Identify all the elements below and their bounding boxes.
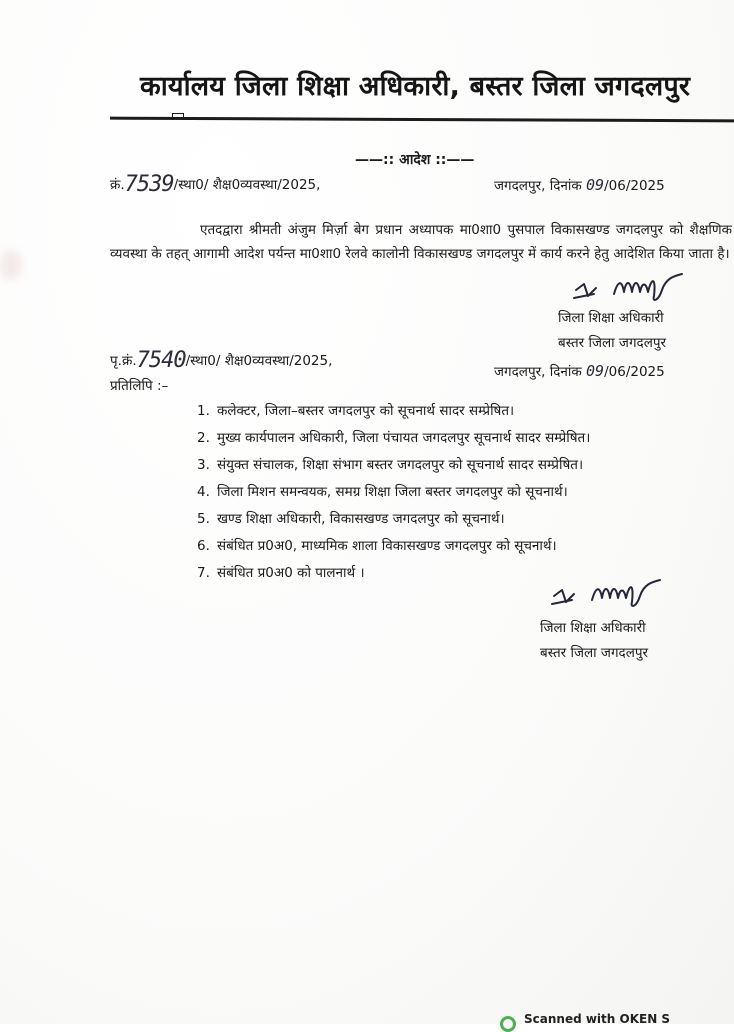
order-date-day: 09 [586, 176, 605, 194]
list-item: 7. संबंधित प्र0अ0 को पालनार्थ । [197, 565, 365, 581]
order-ref-suffix: /स्था0/ शैक्ष0व्यवस्था/2025, [173, 177, 321, 193]
scanner-watermark: Scanned with OKEN S [524, 1012, 671, 1026]
copy-date-prefix: जगदलपुर, दिनांक [494, 364, 582, 380]
scan-smudge [0, 250, 22, 280]
office-header: कार्यालय जिला शिक्षा अधिकारी, बस्तर जिला जगदलपुर [140, 71, 691, 102]
officer-signature-1 [570, 268, 700, 308]
order-signatory-place: बस्तर जिला जगदलपुर [558, 335, 667, 351]
order-ref-number: 7539 [124, 172, 174, 197]
copy-ref-suffix: /स्था0/ शैक्ष0व्यवस्था/2025, [185, 353, 333, 369]
order-date-prefix: जगदलपुर, दिनांक [494, 178, 582, 194]
header-rule [110, 117, 734, 123]
copy-date-day: 09 [586, 362, 605, 380]
order-date [494, 176, 665, 194]
copy-reference [110, 346, 332, 371]
scanner-logo-icon [500, 1016, 516, 1032]
order-body [110, 218, 732, 266]
order-heading: ——:: आदेश ::—— [355, 152, 475, 168]
officer-signature-2 [548, 574, 678, 614]
copy-signatory-place: बस्तर जिला जगदलपुर [540, 645, 649, 661]
copy-ref-number: 7540 [136, 348, 186, 373]
copy-recipient-list [197, 398, 590, 587]
list-item: 2. मुख्य कार्यपालन अधिकारी, जिला पंचायत जगदलपुर सूचनार्थ सादर सम्प्रेषित। [197, 430, 591, 446]
copy-signatory-title: जिला शिक्षा अधिकारी [540, 620, 646, 636]
copy-date [494, 362, 665, 380]
list-item: 4. जिला मिशन समन्वयक, समग्र शिक्षा जिला बस्तर जगदलपुर को सूचनार्थ। [197, 484, 568, 500]
order-signatory [558, 306, 666, 356]
list-item: 6. संबंधित प्र0अ0, माध्यमिक शाला विकासखण्ड जगदलपुर को सूचनार्थ। [197, 538, 557, 554]
list-item: 3. संयुक्त संचालक, शिक्षा संभाग बस्तर जगदलपुर को सूचनार्थ सादर सम्प्रेषित। [197, 457, 584, 473]
header-rule-mark [172, 113, 184, 120]
copy-date-suffix: /06/2025 [604, 364, 665, 380]
order-date-suffix: /06/2025 [604, 178, 665, 194]
list-item: 1. कलेक्टर, जिला–बस्तर जगदलपुर को सूचनार्थ सादर सम्प्रेषित। [197, 403, 515, 419]
order-signatory-title: जिला शिक्षा अधिकारी [558, 310, 664, 326]
order-reference [110, 170, 320, 195]
copy-label: प्रतिलिपि :– [110, 378, 169, 394]
order-ref-prefix: क्रं. [110, 177, 125, 193]
order-body-text: एतदद्वारा श्रीमती अंजुम मिर्ज़ा बेग प्रधान अध्यापक मा0शा0 पुसपाल विकासखण्ड जगदलपुर को शैक्षणिक व्यवस्था के तहत् आगामी आदेश पर्यन्त मा0शा0 रेलवे कालोनी विकासखण्ड जगदलपुर में कार्य करने हेतु आदेशित किया जाता है। [110, 222, 732, 262]
copy-signatory [540, 616, 648, 666]
copy-ref-prefix: पृ.क्रं. [110, 353, 137, 369]
list-item: 5. खण्ड शिक्षा अधिकारी, विकासखण्ड जगदलपुर को सूचनार्थ। [197, 511, 505, 527]
